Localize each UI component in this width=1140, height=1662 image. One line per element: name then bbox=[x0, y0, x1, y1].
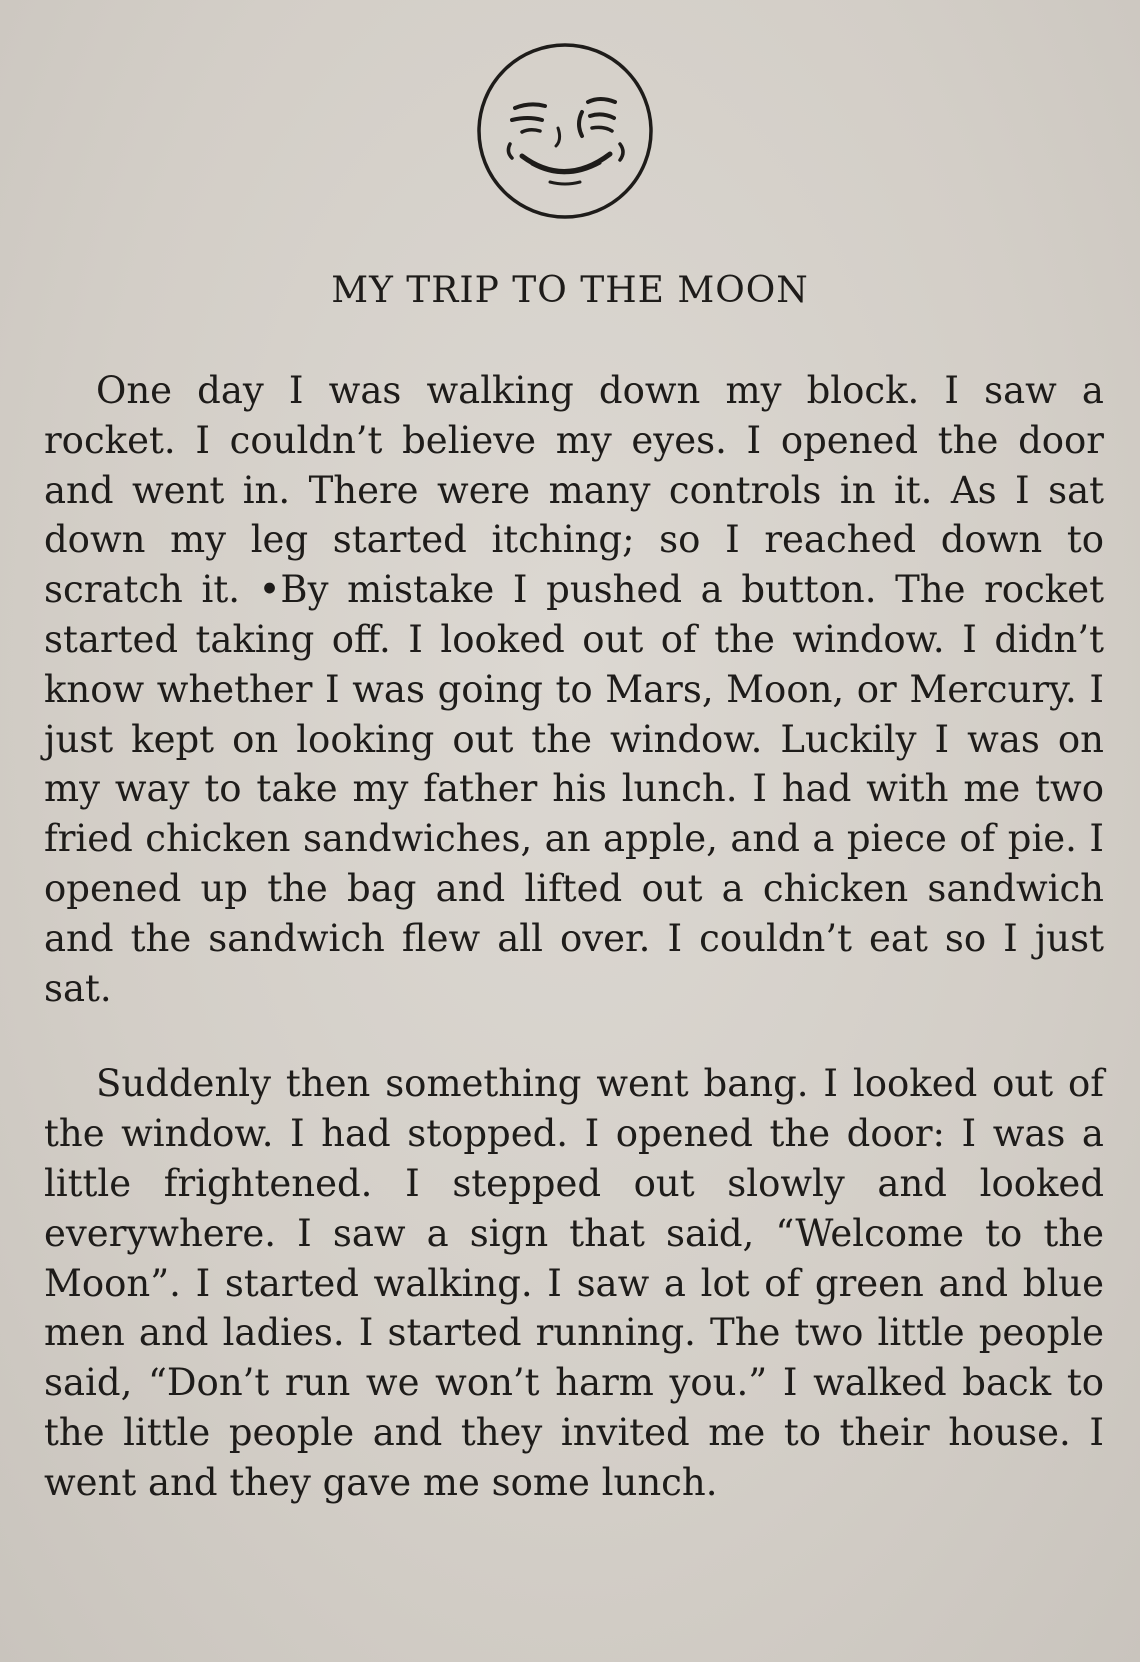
story-title: MY TRIP TO THE MOON bbox=[331, 270, 809, 311]
story-paragraph: Suddenly then something went bang. I looked out of the window. I had stopped. I opened the door: I was a little frightened. I stepped out slowly and looked everywhere. I saw a sign that said, “Welcome to the Moon”. I started walking. I saw a lot of green and blue men and ladies. I started running. The two little people said, “Don’t run we won’t harm you.” I walked back to the little people and they invited me to their house. I went and they gave me some lunch. bbox=[44, 1062, 1104, 1504]
story-body bbox=[44, 366, 1104, 1508]
moon-face-drawing bbox=[470, 36, 660, 226]
story-paragraph: One day I was walking down my block. I saw a rocket. I couldn’t believe my eyes. I opened the door and went in. There were many controls in it. As I sat down my leg started itching; so I reached down to scratch it. •By mistake I pushed a button. The rocket started taking off. I looked out of the window. I didn’t know whether I was going to Mars, Moon, or Mercury. I just kept on looking out the window. Luckily I was on my way to take my father his lunch. I had with me two fried chicken sandwiches, an apple, and a piece of pie. I opened up the bag and lifted out a chicken sandwich and the sandwich flew all over. I couldn’t eat so I just sat. bbox=[44, 369, 1104, 1010]
winking-moon-face-icon bbox=[470, 36, 660, 226]
